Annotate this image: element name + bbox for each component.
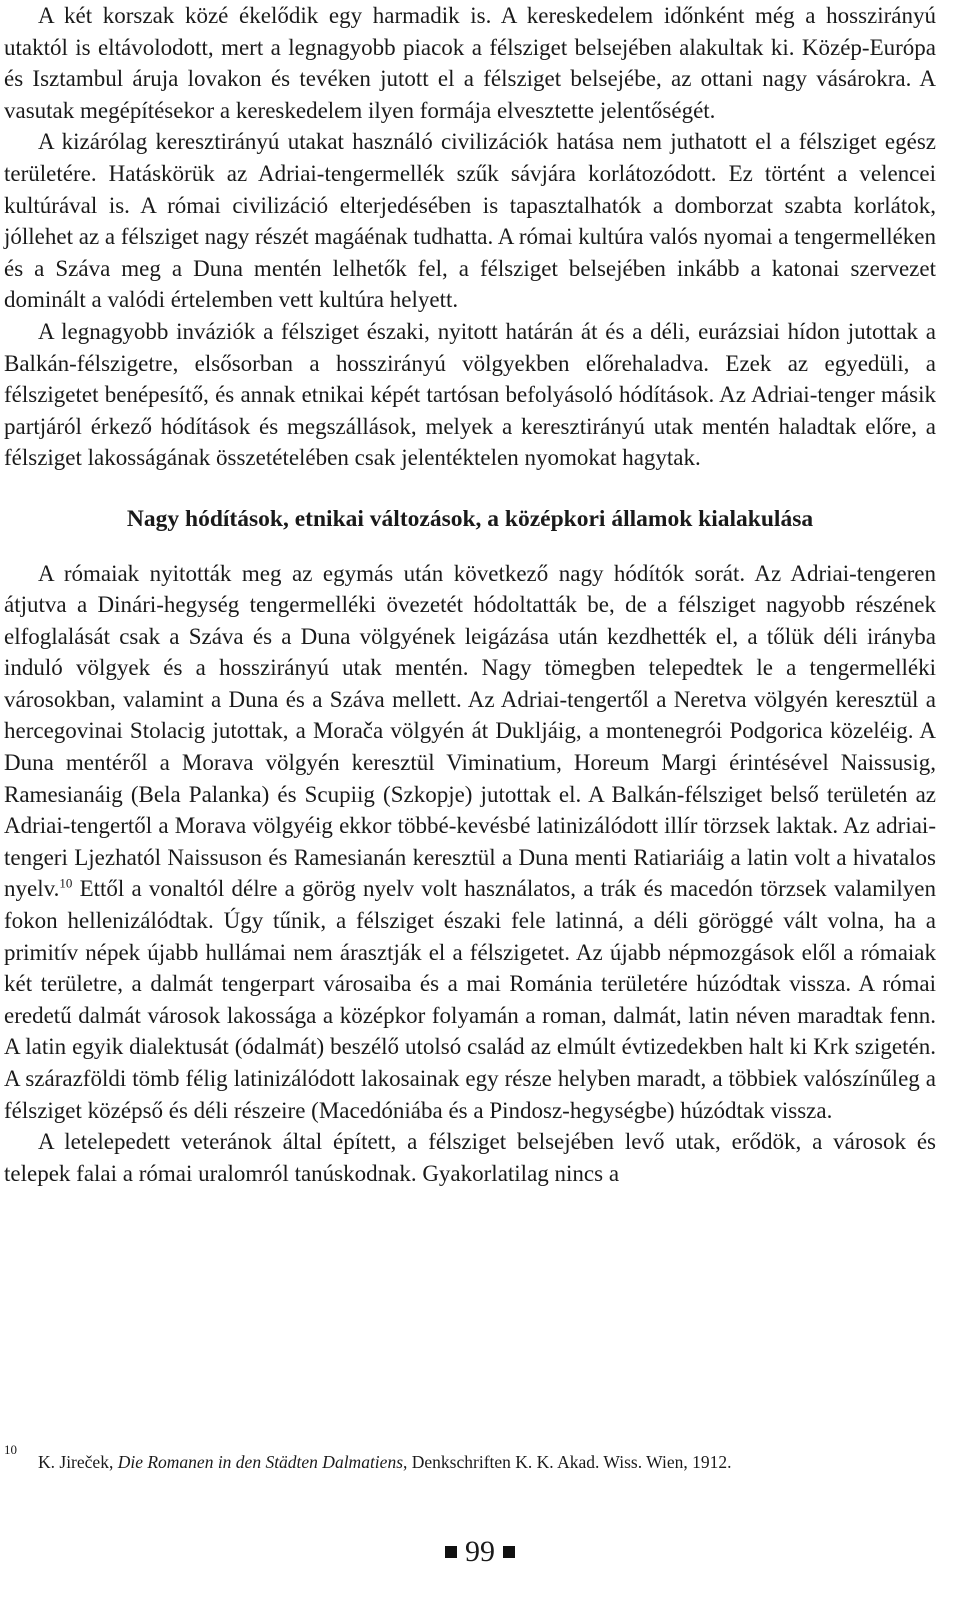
square-bullet-icon — [445, 1546, 457, 1558]
footnote-number: 10 — [4, 1442, 17, 1457]
paragraph-romans-part1: A rómaiak nyitották meg az egymás után következő nagy hódítók sorát. Az Adriai-tengeren átjutva a Dinári-hegység tengermelléki övezetét hódoltatták be, de a félsziget nagyobb részének elfoglalását csak a Száva és a Duna völgyének leigázása után kezdhették el, a tőlük déli irányba induló völgyek és a hosszirányú utak mentén. Nagy tömegben telepedtek le a tengermelléki városokban, valamint a Duna és a Száva mellett. Az Adriai-tengertől a Neretva völgyén keresztül a hercegovinai Stolacig jutottak, a Morača völgyén át Dukljáig, a montenegrói Podgorica közeléig. A Duna mentéről a Morava völgyén keresztül Viminatium, Horeum Margi érintésével Naissusig, Ramesianáig (Bela Palanka) és Scupiig (Szkopje) jutottak el. A Balkán-félsziget belső területén az Adriai-tengertől a Morava völgyéig ekkor többé-kevésbé latinizálódott illír törzsek laktak. Az adriai-tengeri Ljezhatól Naissuson és Ramesianán keresztül a Duna menti Ratiariáig a latin volt a hivatalos nyelv. — [4, 560, 936, 902]
paragraph-veterans: A letelepedett veteránok által épített, a félsziget belsejében levő utak, erődök, a városok és telepek falai a római uralomról tanúskodnak. Gyakorlatilag nincs a — [4, 1129, 936, 1186]
paragraph-cross-routes: A kizárólag keresztirányú utakat használó civilizációk hatása nem juthatott el a félsziget egész területére. Hatáskörük az Adriai-tengermellék szűk sávjára korlátozódott. Ez történt a velencei kultúrával is. A római civilizáció elterjedésében is tapasztalhatók a domborzat szabta korlátok, jóllehet az a félsziget nagy részét magáénak tudhatta. A római kultúra valós nyomai a tengermelléken és a Száva meg a Duna mentén lelhetők fel, a félsziget belsejében inkább a katonai szervezet dominált a valódi értelemben vett kultúra helyett. — [4, 129, 936, 313]
main-text — [4, 0, 936, 1189]
page-number: 99 — [465, 1535, 495, 1568]
footnote-reference[interactable]: 10 — [59, 875, 73, 891]
footnote-details: , Denkschriften K. K. Akad. Wiss. Wien, 1912. — [403, 1452, 732, 1472]
page-number-footer — [0, 1532, 960, 1572]
footnote-text — [38, 1450, 731, 1474]
paragraph-trade-eras: A két korszak közé ékelődik egy harmadik is. A kereskedelem időnként még a hosszirányú utaktól is eltávolodott, mert a legnagyobb piacok a félsziget belsejében alakultak ki. Közép-Európa és Isztambul áruja lovakon és tevéken jutott el a félsziget belsejébe, az ottani nagy vásárokra. A vasutak megépítésekor a kereskedelem ilyen formája elvesztette jelentőségét. — [4, 3, 936, 123]
square-bullet-icon — [503, 1546, 515, 1558]
paragraph-romans — [4, 558, 936, 1127]
paragraph-romans-part2: Ettől a vonaltól délre a görög nyelv volt használatos, a trák és macedón törzsek valamilyen fokon hellenizálódtak. Úgy tűnik, a félsziget északi fele latinná, a déli göröggé vált volna, ha a primitív népek újabb hullámai nem árasztják el a félszigetet. Az újabb népmozgások elől a rómaiak két területre, a dalmát tengerpart városaiba és a mai Románia területére húzódtak vissza. A római eredetű dalmát városok lakossága a középkor folyamán a roman, dalmát, latin néven maradtak fenn. A latin egyik dialektusát (ódalmát) beszélő utolsó család az elmúlt évtizedekben halt ki Krk szigetén. A szárazföldi tömb félig latinizálódott lakosainak egy része helyben maradt, a többiek valószínűleg a félsziget középső és déli részeire (Macedóniába és a Pindosz-hegységbe) húzódtak vissza. — [4, 876, 936, 1123]
footnote-author: K. Jireček, — [38, 1452, 118, 1472]
footnote-title: Die Romanen in den Städten Dalmatiens — [117, 1452, 404, 1472]
paragraph-invasions: A legnagyobb inváziók a félsziget északi, nyitott határán át és a déli, eurázsiai hídon jutottak a Balkán-félszigetre, elsősorban a hosszirányú völgyekben előrehaladva. Ezek az egyedüli, a félszigetet benépesítő, és annak etnikai képét tartósan befolyásoló hódítások. Az Adriai-tenger másik partjáról érkező hódítások és megszállások, melyek a keresztirányú utak mentén haladtak előre, a félsziget lakosságának összetételében csak jelentéktelen nyomokat hagytak. — [4, 318, 936, 471]
section-heading: Nagy hódítások, etnikai változások, a középkori államok kialakulása — [126, 505, 814, 532]
